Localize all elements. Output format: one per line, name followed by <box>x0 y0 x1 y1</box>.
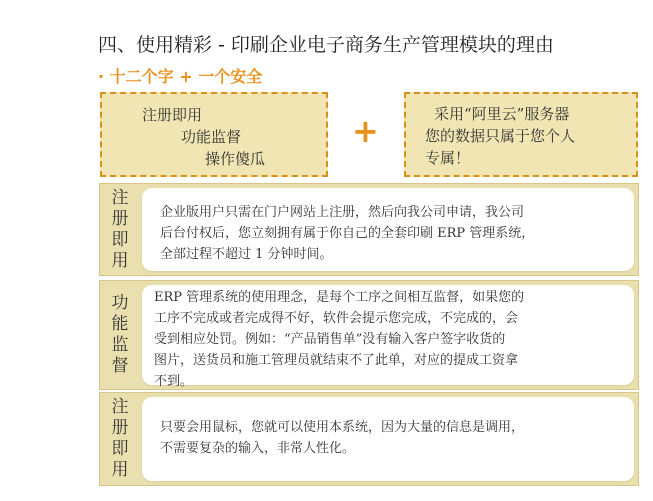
panel-label-char: 注 <box>111 187 129 208</box>
description-line: 不到。 <box>154 374 194 389</box>
description-line: 工序不完成或者完成得不好，软件会提示您完成，不完成的，会 <box>154 311 519 326</box>
security-summary-box <box>404 92 638 177</box>
description-line: 全部过程不超过 1 分钟时间。 <box>160 247 333 262</box>
description-line: 只要会用鼠标，您就可以使用本系统，因为大量的信息是调用， <box>160 420 525 435</box>
panel-label-char: 册 <box>111 418 129 438</box>
section-subtitle: · 十二个字 + 一个安全 <box>98 67 263 86</box>
plus-sign: + <box>352 112 379 150</box>
panel-label <box>100 184 140 275</box>
panel-label <box>100 393 140 485</box>
panel-label-char: 册 <box>111 208 129 229</box>
description-line: ERP 管理系统的使用理念，是每个工序之间相互监督，如果您的 <box>154 290 525 305</box>
feature-panel-register <box>99 183 639 276</box>
panel-label-char: 能 <box>111 314 129 334</box>
panel-description <box>142 285 634 389</box>
panel-label-char: 督 <box>111 356 129 376</box>
security-line: 采用“阿里云”服务器 <box>434 105 570 123</box>
panel-label-char: 监 <box>111 335 129 355</box>
panel-label-char: 功 <box>111 293 129 313</box>
summary-line: 注册即用 <box>142 106 203 124</box>
feature-panel-easy-use <box>99 392 639 486</box>
security-line: 您的数据只属于您个人 <box>425 127 576 145</box>
description-line: 后台付权后，您立刻拥有属于你自己的全套印刷 ERP 管理系统， <box>160 226 535 241</box>
panel-label-char: 即 <box>111 229 129 250</box>
description-line: 不需要复杂的输入，非常人性化。 <box>160 441 356 456</box>
page-title: 四、使用精彩 - 印刷企业电子商务生产管理模块的理由 <box>98 34 554 56</box>
panel-description <box>142 188 634 271</box>
panel-label-char: 即 <box>111 439 129 459</box>
security-line: 专属！ <box>425 149 471 167</box>
description-line: 图片，送货员和施工管理员就结束不了此单，对应的提成工资拿 <box>154 353 519 368</box>
summary-line: 功能监督 <box>181 128 242 146</box>
description-line: 企业版用户只需在门户网站上注册，然后向我公司申请，我公司 <box>160 205 525 220</box>
panel-label <box>100 281 140 389</box>
description-line: 受到相应处罚。例如：“产品销售单”没有输入客户签字收货的 <box>154 332 506 347</box>
panel-description <box>142 397 634 481</box>
panel-label-char: 用 <box>111 250 129 271</box>
panel-label-char: 用 <box>111 460 129 480</box>
features-summary-box <box>100 92 328 177</box>
panel-label-char: 注 <box>111 397 129 417</box>
summary-line: 操作傻瓜 <box>205 150 266 168</box>
feature-panel-supervision <box>99 280 639 390</box>
